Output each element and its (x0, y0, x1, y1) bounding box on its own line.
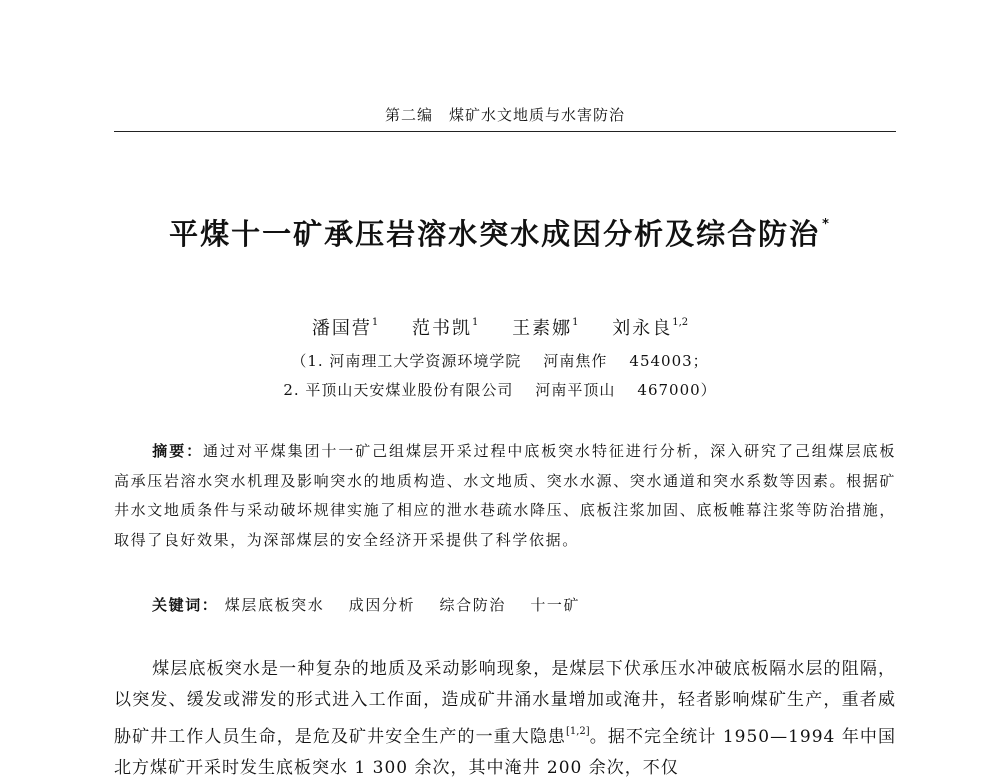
author: 刘永良$^{1,2}$ (612, 317, 689, 339)
keyword: 煤层底板突水 (224, 596, 325, 614)
keyword: 成因分析 (348, 596, 416, 614)
keyword: 十一矿 (530, 596, 581, 614)
keywords-label: 关键词： (152, 596, 219, 614)
author: 王素娜$^1$ (512, 317, 579, 339)
citation-ref: [1,2] (565, 726, 590, 737)
paper-title-text: 平煤十一矿承压岩溶水突水成因分析及综合防治 (169, 217, 821, 251)
author-list (0, 314, 1000, 340)
affiliation-1: （1. 河南理工大学资源环境学院 河南焦作 454003； (291, 352, 709, 370)
keywords (152, 594, 896, 615)
keyword: 综合防治 (439, 596, 506, 614)
abstract (114, 437, 896, 555)
body-paragraph: 煤层底板突水是一种复杂的地质及采动影响现象，是煤层下伏承压水冲破底板隔水层的阻隔，以突发、缓发或滞发的形式进入工作面，造成矿井涌水量增加或淹井，轻者影响煤矿生产，重者威胁矿井工作人员生命，是危及矿井安全生产的一重大隐患[1,2]。据不完全统计 1950—1994 年中国北方煤矿开采时发生底板突水 1 300 余次，其中淹井 200 余次，不仅 (114, 659, 896, 778)
author: 潘国营$^1$ (311, 317, 379, 339)
abstract-label: 摘要： (152, 442, 204, 460)
running-head (114, 104, 896, 125)
author: 范书凯$^1$ (411, 317, 479, 339)
affiliation-2: 2. 平顶山天安煤业股份有限公司 河南平顶山 467000） (283, 381, 717, 399)
running-head-section: 煤矿水文地质与水害防治 (449, 106, 626, 124)
running-head-part: 第二编 (384, 106, 433, 124)
header-rule (114, 131, 896, 132)
title-footnote-mark: * (822, 217, 831, 232)
paper-title (0, 212, 1000, 253)
abstract-text: 通过对平煤集团十一矿己组煤层开采过程中底板突水特征进行分析，深入研究了己组煤层底板高承压岩溶水突水机理及影响突水的地质构造、水文地质、突水水源、突水通道和突水系数等因素。根据矿井水文地质条件与采动破坏规律实施了相应的泄水巷疏水降压、底板注浆加固、底板帷幕注浆等防治措施，取得了良好效果，为深部煤层的安全经济开采提供了科学依据。 (114, 442, 896, 549)
